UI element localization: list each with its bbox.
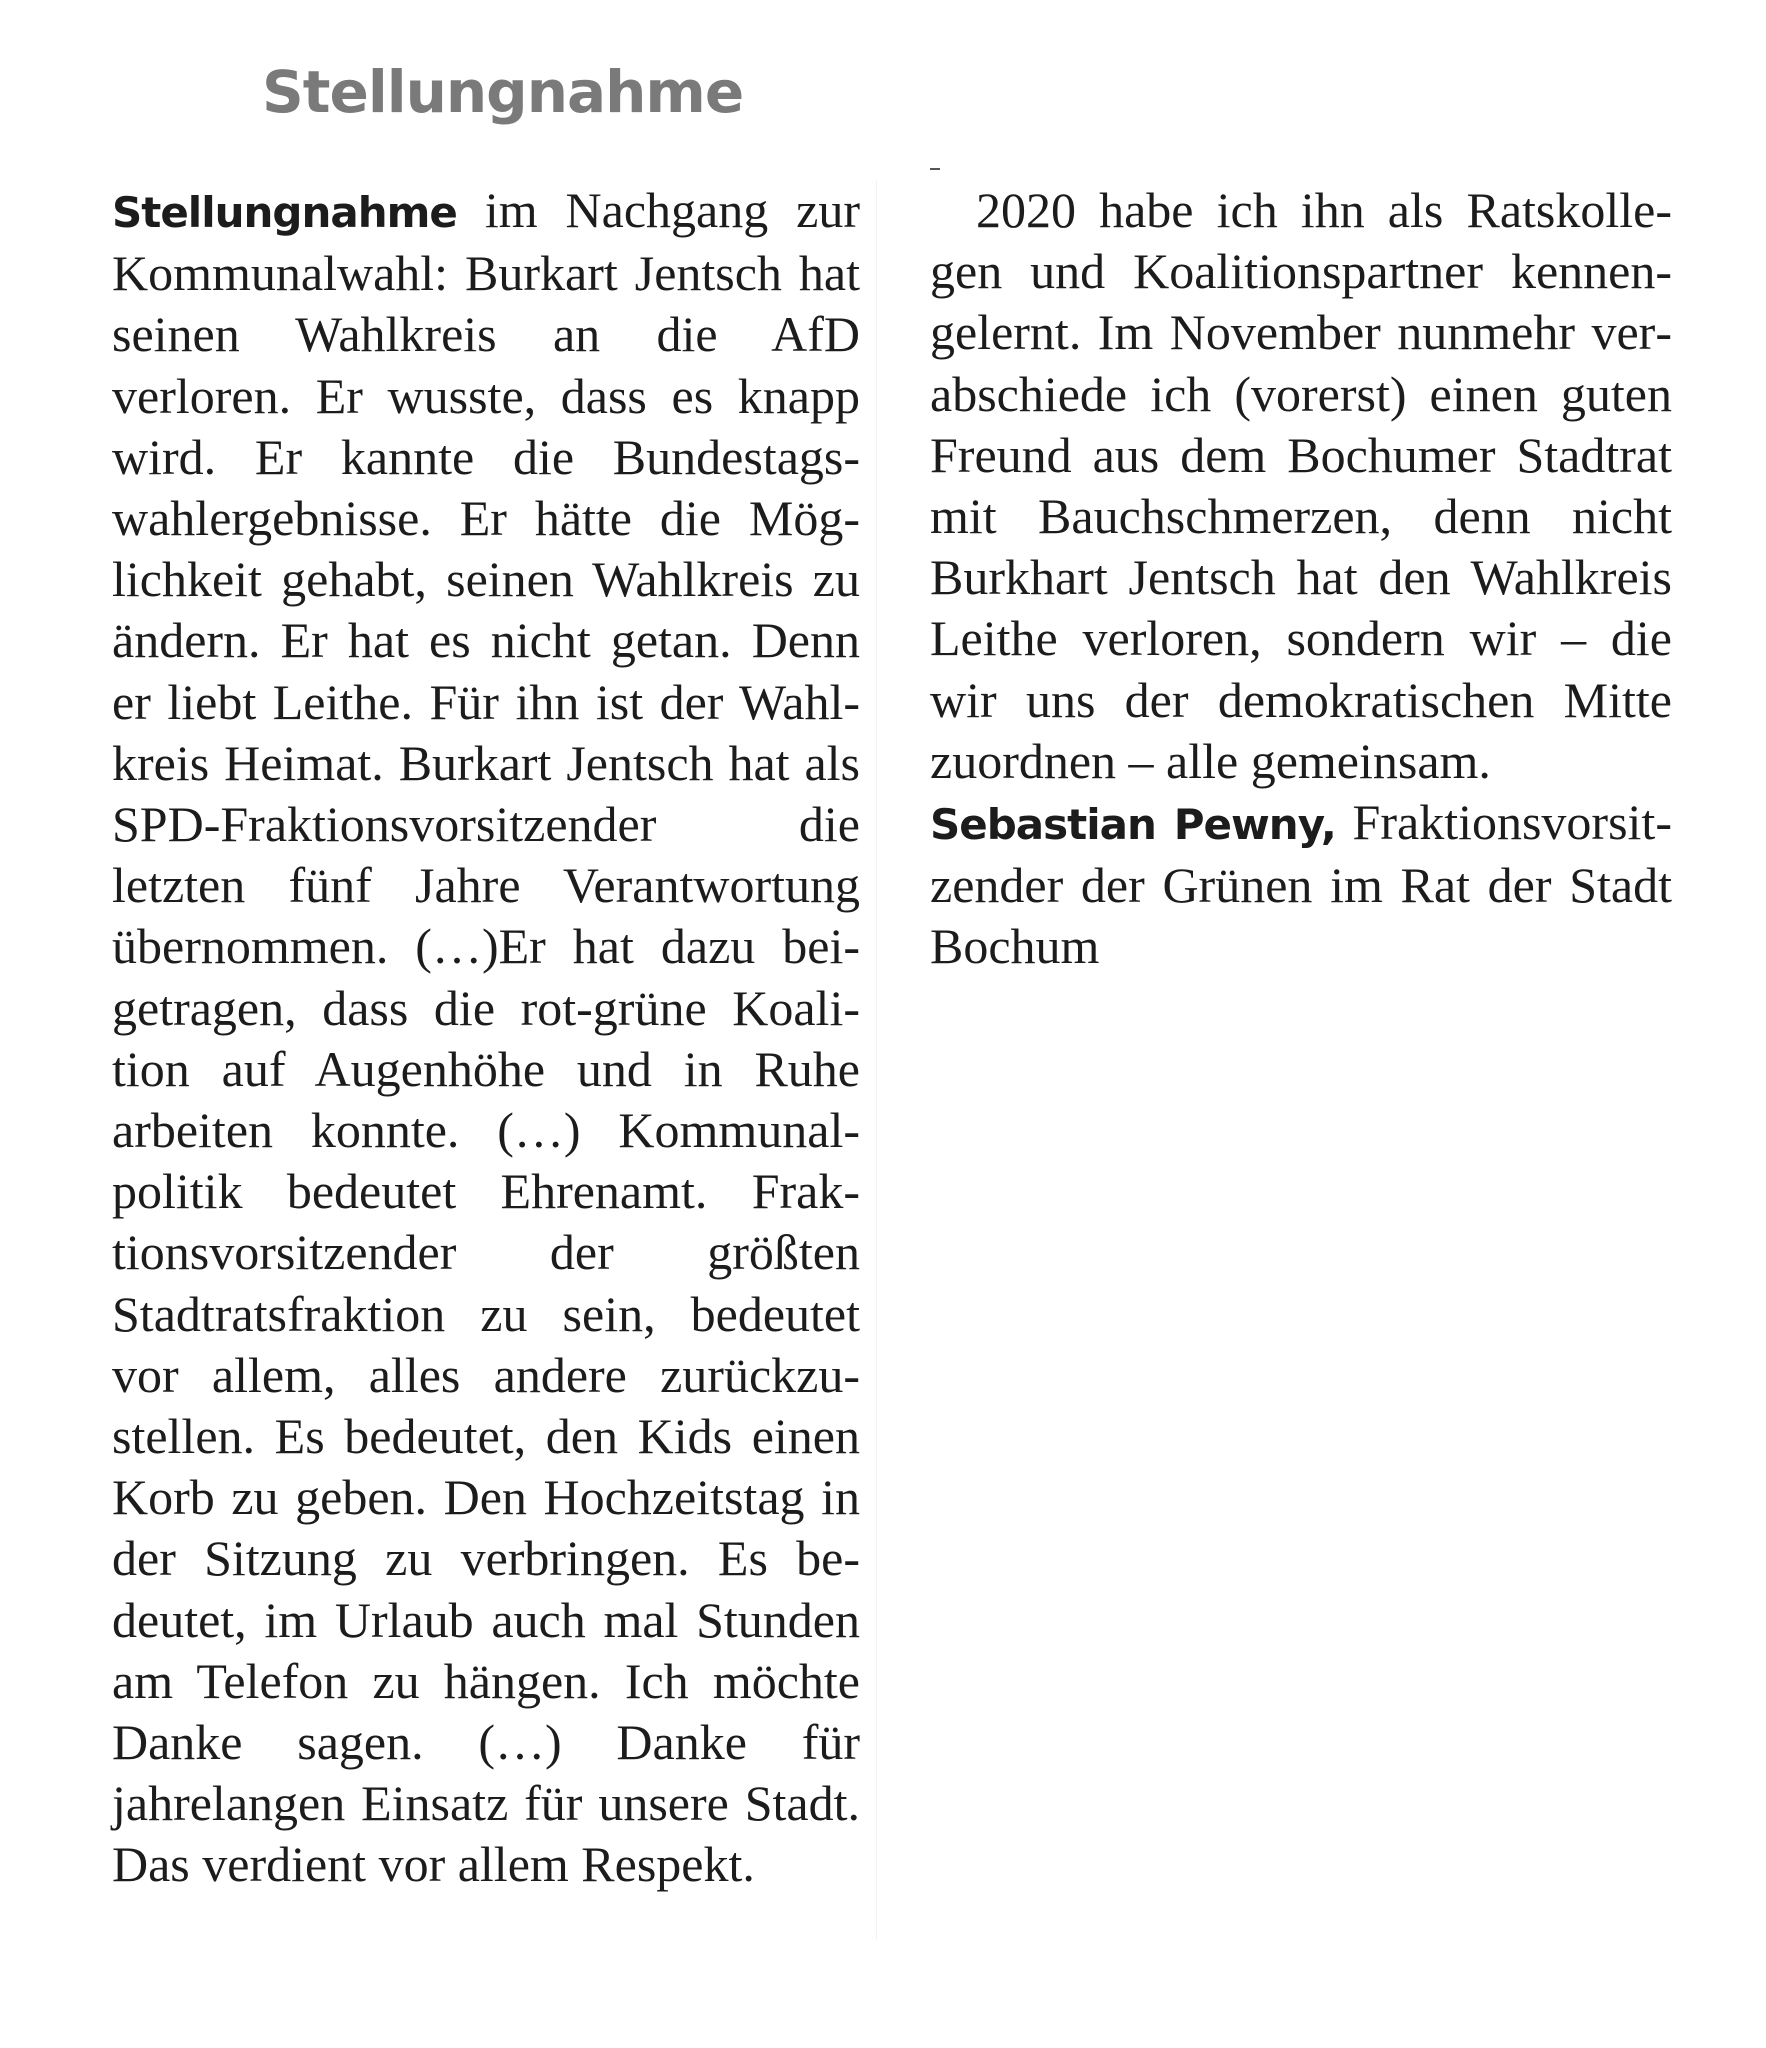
signature-paragraph bbox=[930, 792, 1672, 978]
left-column-paragraph bbox=[112, 180, 860, 1896]
column-divider bbox=[876, 180, 877, 1940]
signature-role: Fraktionsvorsitzender der Grünen im Rat der Stadt Bochum bbox=[930, 794, 1672, 975]
column-tick-mark bbox=[930, 168, 940, 170]
right-column bbox=[930, 180, 1672, 978]
signature-name: Sebastian Pewny, bbox=[930, 800, 1336, 850]
lead-in-bold: Stellungnahme bbox=[112, 188, 457, 237]
article-heading: Stellungnahme bbox=[262, 58, 744, 126]
left-column-text: im Nachgang zur Kommunalwahl: Burkart Jentsch hat seinen Wahlkreis an die AfD verloren. Er wusste, dass es knapp wird. Er kannte die Bundestagswahlergebnisse. Er hätte die Möglichkeit gehabt, seinen Wahlkreis zu ändern. Er hat es nicht getan. Denn er liebt Leithe. Für ihn ist der Wahlkreis Heimat. Burkart Jentsch hat als SPD-Fraktionsvorsitzender die letzten fünf Jahre Verantwortung übernommen. (…)Er hat dazu beigetragen, dass die rot-grüne Koalition auf Augenhöhe und in Ruhe arbeiten konnte. (…) Kommunalpolitik bedeutet Ehrenamt. Fraktionsvorsitzender der größten Stadtratsfraktion zu sein, bedeutet vor allem, alles andere zurückzustellen. Es bedeutet, den Kids einen Korb zu geben. Den Hochzeitstag in der Sitzung zu verbringen. Es bedeutet, im Urlaub auch mal Stunden am Telefon zu hängen. Ich möchte Danke sagen. (…) Danke für jahrelangen Einsatz für unsere Stadt. Das verdient vor allem Respekt. bbox=[112, 182, 860, 1893]
right-column-text: 2020 habe ich ihn als Ratskollegen und Koalitionspartner kennengelernt. Im November nunmehr verabschiede ich (vorerst) einen guten Freund aus dem Bochumer Stadtrat mit Bauchschmerzen, denn nicht Burkhart Jentsch hat den Wahlkreis Leithe verloren, sondern wir – die wir uns der demokratischen Mitte zuordnen – alle gemeinsam. bbox=[930, 182, 1672, 789]
left-column bbox=[112, 180, 860, 1896]
